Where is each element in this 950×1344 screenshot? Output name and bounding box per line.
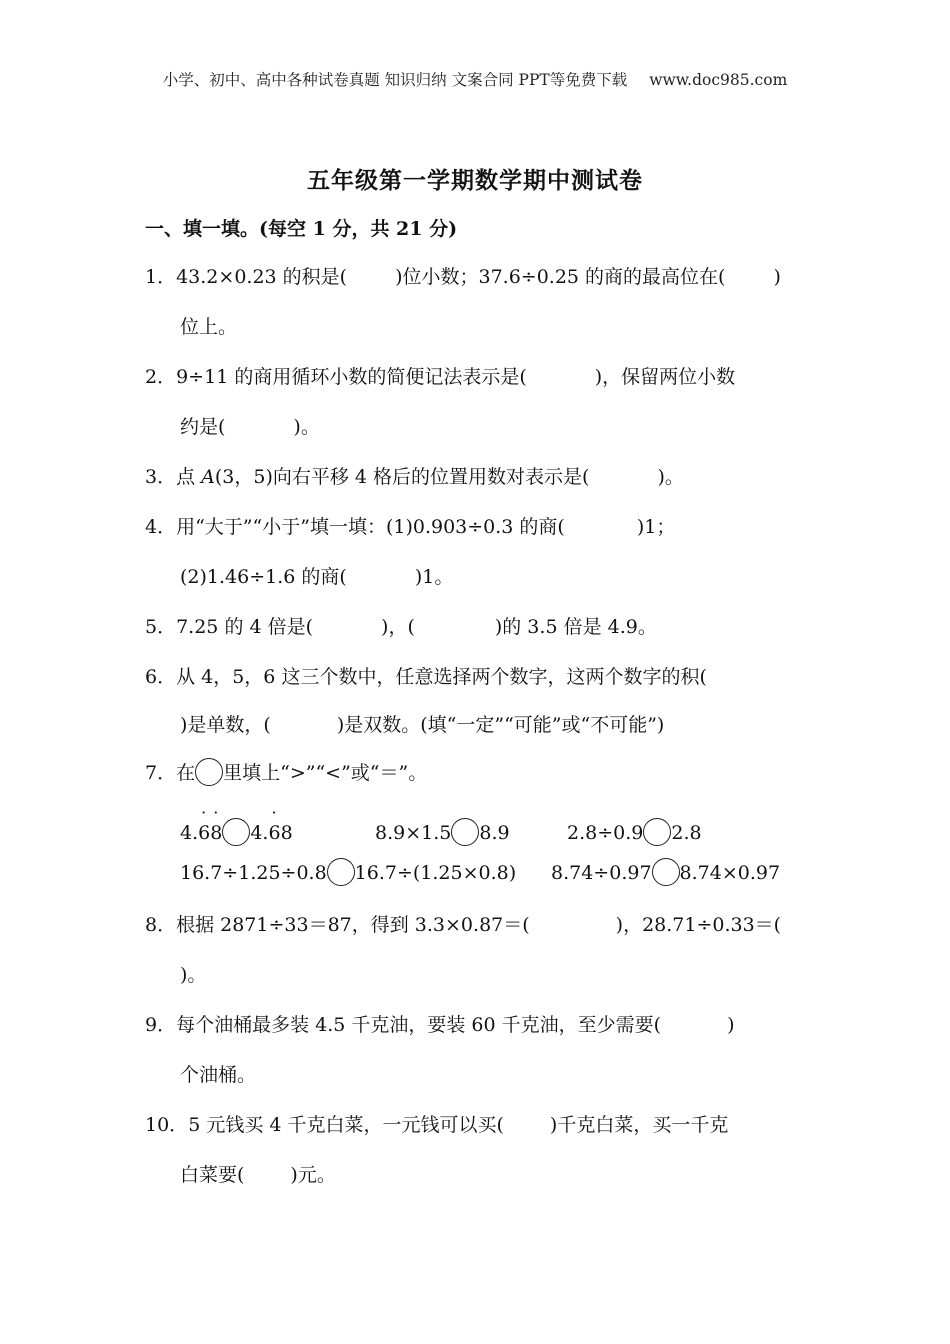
compare-circle-blank[interactable] [451,818,479,846]
question-2-line-1: 2．9÷11 的商用循环小数的简便记法表示是( )，保留两位小数 [145,366,736,388]
question-10-line-2: 白菜要( )元。 [180,1164,336,1186]
question-9-line-2: 个油桶。 [180,1064,257,1086]
question-9-line-1: 9．每个油桶最多装 4.5 千克油，要装 60 千克油，至少需要( ) [145,1014,735,1036]
question-number: 7． [145,762,177,784]
question-number: 6． [145,666,177,688]
question-number: 4． [145,516,177,538]
question-1-line-1: 1．43.2×0.23 的积是( )位小数；37.6÷0.25 的商的最高位在( ) [145,266,781,288]
question-number: 10． [145,1114,189,1136]
header-site-url[interactable]: www.doc985.com [649,71,788,89]
question-4-line-1: 4．用“大于”“小于”填一填：(1)0.903÷0.3 的商( )1； [145,516,676,538]
question-8-line-1: 8．根据 2871÷33＝87，得到 3.3×0.87＝( )，28.71÷0.33＝( [145,914,782,936]
header-ad-text: 小学、初中、高中各种试卷真题 知识归纳 文案合同 PPT等免费下载 [162,71,628,89]
compare-item-1: 4. · 6 · 8 4. · 68 [180,803,293,844]
question-number: 1． [145,266,177,288]
question-4-line-2: (2)1.46÷1.6 的商( )1。 [180,566,454,588]
question-3: 3．点 A(3，5)向右平移 4 格后的位置用数对表示是( )。 [145,466,684,488]
compare-item-5: 8.74÷0.97 8.74×0.97 [551,858,780,886]
question-number: 9． [145,1014,177,1036]
question-number: 2． [145,366,177,388]
question-7: 7．在 里填上“>”“<”或“＝”。 [145,758,427,786]
question-number: 3． [145,466,177,488]
compare-circle-blank[interactable] [327,858,355,886]
compare-circle-blank[interactable] [222,818,250,846]
question-8-line-2: )。 [180,964,207,986]
question-number: 8． [145,914,177,936]
question-2-line-2: 约是( )。 [180,416,320,438]
page-header [0,68,950,90]
question-6-line-1: 6．从 4，5，6 这三个数中，任意选择两个数字，这两个数字的积( [145,666,707,688]
compare-circle-blank[interactable] [643,818,671,846]
question-number: 5． [145,616,177,638]
page-title: 五年级第一学期数学期中测试卷 [307,168,643,194]
compare-circle-blank[interactable] [652,858,680,886]
compare-item-2: 8.9×1.5 8.9 [375,818,510,846]
question-5: 5．7.25 的 4 倍是( )，( )的 3.5 倍是 4.9。 [145,616,657,638]
question-6-line-2: )是单数，( )是双数。(填“一定”“可能”或“不可能”) [180,714,665,736]
point-variable: A [201,466,215,488]
compare-circle-icon [195,758,223,786]
section-heading: 一、填一填。(每空 1 分，共 21 分) [145,218,458,240]
compare-item-3: 2.8÷0.9 2.8 [567,818,702,846]
question-1-line-2: 位上。 [180,316,238,338]
question-10-line-1: 10．5 元钱买 4 千克白菜，一元钱可以买( )千克白菜，买一千克 [145,1114,729,1136]
compare-item-4: 16.7÷1.25÷0.8 16.7÷(1.25×0.8) [180,858,516,886]
